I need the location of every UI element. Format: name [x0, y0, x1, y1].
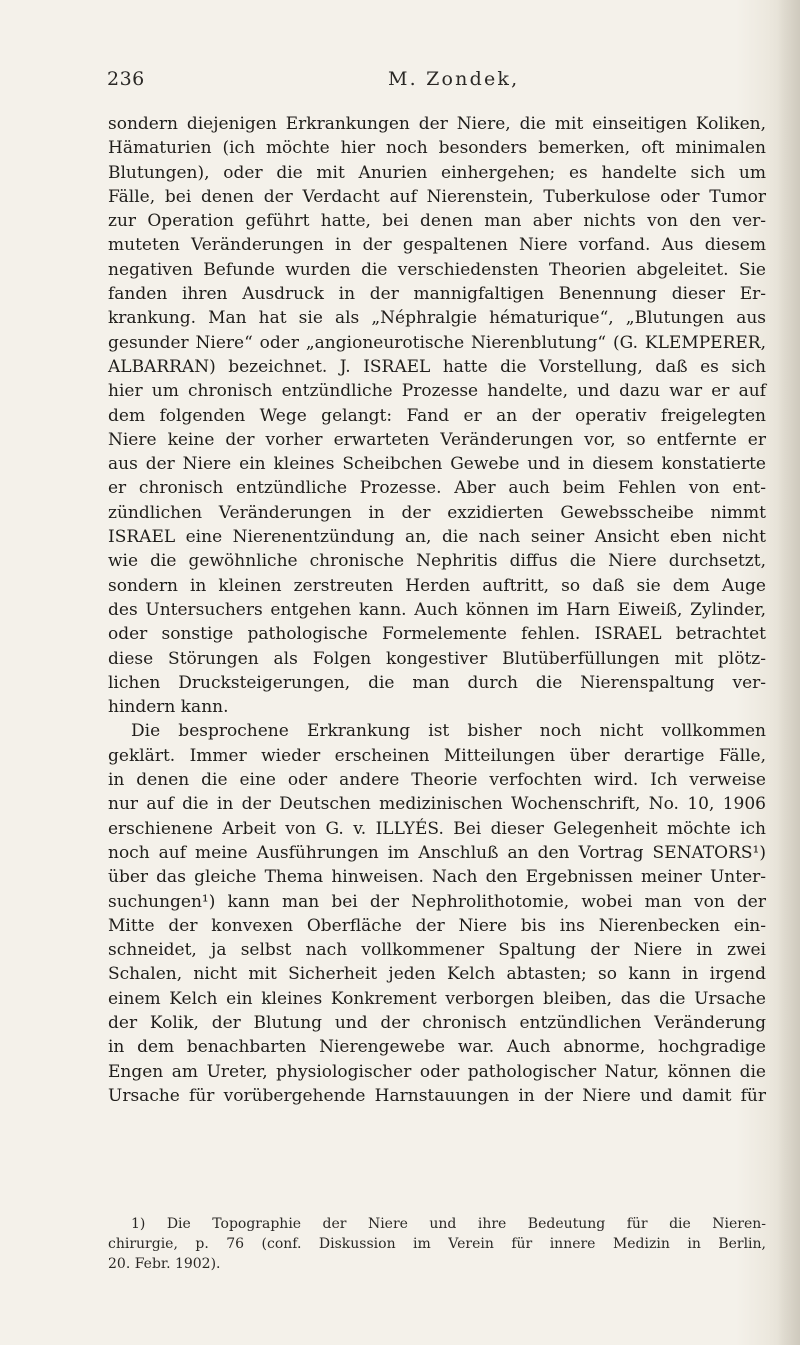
page-number: 236 — [107, 68, 145, 90]
text-line: in dem benachbarten Nierengewebe war. Auch abnorme, hochgradige — [108, 1037, 766, 1058]
text-line: Mitte der konvexen Oberfläche der Niere bis ins Nierenbecken ein- — [108, 915, 766, 936]
text-line-paragraph-end: hindern kann. — [108, 697, 229, 718]
text-line: der Kolik, der Blutung und der chronisch entzündlichen Veränderung — [108, 1012, 766, 1033]
text-line: oder sonstige pathologische Formelemente fehlen. ISRAEL betrachtet — [108, 624, 766, 645]
body-text — [108, 112, 766, 1108]
text-line: wie die gewöhnliche chronische Nephritis diffus die Niere durchsetzt, — [108, 551, 766, 572]
text-line: Niere keine der vorher erwarteten Veränderungen vor, so entfernte er — [108, 429, 766, 450]
footnote-line: chirurgie, p. 76 (conf. Diskussion im Verein für innere Medizin in Berlin, — [108, 1236, 766, 1252]
text-line: zündlichen Veränderungen in der exzidierten Gewebsscheibe nimmt — [108, 502, 766, 523]
text-line: fanden ihren Ausdruck in der mannigfaltigen Benennung dieser Er- — [108, 284, 766, 305]
text-line: einem Kelch ein kleines Konkrement verborgen bleiben, das die Ursache — [108, 988, 766, 1009]
text-line: ALBARRAN) bezeichnet. J. ISRAEL hatte die Vorstellung, daß es sich — [108, 356, 766, 377]
text-line: nur auf die in der Deutschen medizinischen Wochenschrift, No. 10, 1906 — [108, 794, 766, 815]
text-line: suchungen¹) kann man bei der Nephrolithotomie, wobei man von der — [108, 891, 766, 912]
footnotes — [108, 1214, 766, 1274]
text-line: aus der Niere ein kleines Scheibchen Gewebe und in diesem konstatierte — [108, 454, 766, 475]
text-line: ISRAEL eine Nierenentzündung an, die nach seiner Ansicht eben nicht — [108, 527, 766, 548]
text-line: über das gleiche Thema hinweisen. Nach den Ergebnissen meiner Unter- — [108, 867, 766, 888]
text-line: lichen Drucksteigerungen, die man durch die Nierenspaltung ver- — [108, 672, 766, 693]
text-line: noch auf meine Ausführungen im Anschluß an den Vortrag SENATORS¹) — [108, 842, 766, 863]
text-line: hier um chronisch entzündliche Prozesse handelte, und dazu war er auf — [108, 381, 766, 402]
text-line: Engen am Ureter, physiologischer oder pathologischer Natur, können die — [108, 1061, 766, 1082]
text-line: muteten Veränderungen in der gespaltenen Niere vorfand. Aus diesem — [108, 235, 766, 256]
footnote-line: 1) Die Topographie der Niere und ihre Bedeutung für die Nieren- — [131, 1216, 766, 1232]
text-line: Fälle, bei denen der Verdacht auf Nierenstein, Tuberkulose oder Tumor — [108, 186, 766, 207]
text-line: er chronisch entzündliche Prozesse. Aber auch beim Fehlen von ent- — [108, 478, 766, 499]
text-line: sondern in kleinen zerstreuten Herden auftritt, so daß sie dem Auge — [108, 575, 766, 596]
text-line: geklärt. Immer wieder erscheinen Mitteilungen über derartige Fälle, — [108, 745, 766, 766]
text-line: Hämaturien (ich möchte hier noch besonders bemerken, oft minimalen — [108, 138, 766, 159]
text-line: Ursache für vorübergehende Harnstauungen in der Niere und damit für — [108, 1085, 766, 1106]
text-line: Blutungen), oder die mit Anurien einhergehen; es handelte sich um — [108, 162, 766, 183]
text-line: negativen Befunde wurden die verschiedensten Theorien abgeleitet. Sie — [108, 259, 766, 280]
text-line: krankung. Man hat sie als „Néphralgie hématurique“, „Blutungen aus — [108, 308, 766, 329]
text-line: dem folgenden Wege gelangt: Fand er an der operativ freigelegten — [108, 405, 766, 426]
text-line: gesunder Niere“ oder „angioneurotische Nierenblutung“ (G. KLEMPERER, — [108, 332, 766, 353]
text-line: sondern diejenigen Erkrankungen der Niere, die mit einseitigen Koliken, — [108, 114, 766, 134]
page-header — [0, 68, 800, 98]
text-line: erschienene Arbeit von G. v. ILLYÉS. Bei dieser Gelegenheit möchte ich — [108, 818, 766, 839]
text-line: diese Störungen als Folgen kongestiver Blutüberfüllungen mit plötz- — [108, 648, 766, 669]
text-line-paragraph-start: Die besprochene Erkrankung ist bisher noch nicht vollkommen — [131, 721, 766, 742]
text-line: zur Operation geführt hatte, bei denen man aber nichts von den ver- — [108, 211, 766, 232]
text-line: Schalen, nicht mit Sicherheit jeden Kelch abtasten; so kann in irgend — [108, 964, 766, 985]
text-line: des Untersuchers entgehen kann. Auch können im Harn Eiweiß, Zylinder, — [108, 599, 766, 620]
text-line: in denen die eine oder andere Theorie verfochten wird. Ich verweise — [108, 770, 766, 791]
footnote-line: 20. Febr. 1902). — [108, 1256, 221, 1272]
running-head: M. Zondek, — [388, 68, 520, 90]
text-line: schneidet, ja selbst nach vollkommener Spaltung der Niere in zwei — [108, 940, 766, 961]
page-edge-shadow — [778, 0, 800, 1345]
